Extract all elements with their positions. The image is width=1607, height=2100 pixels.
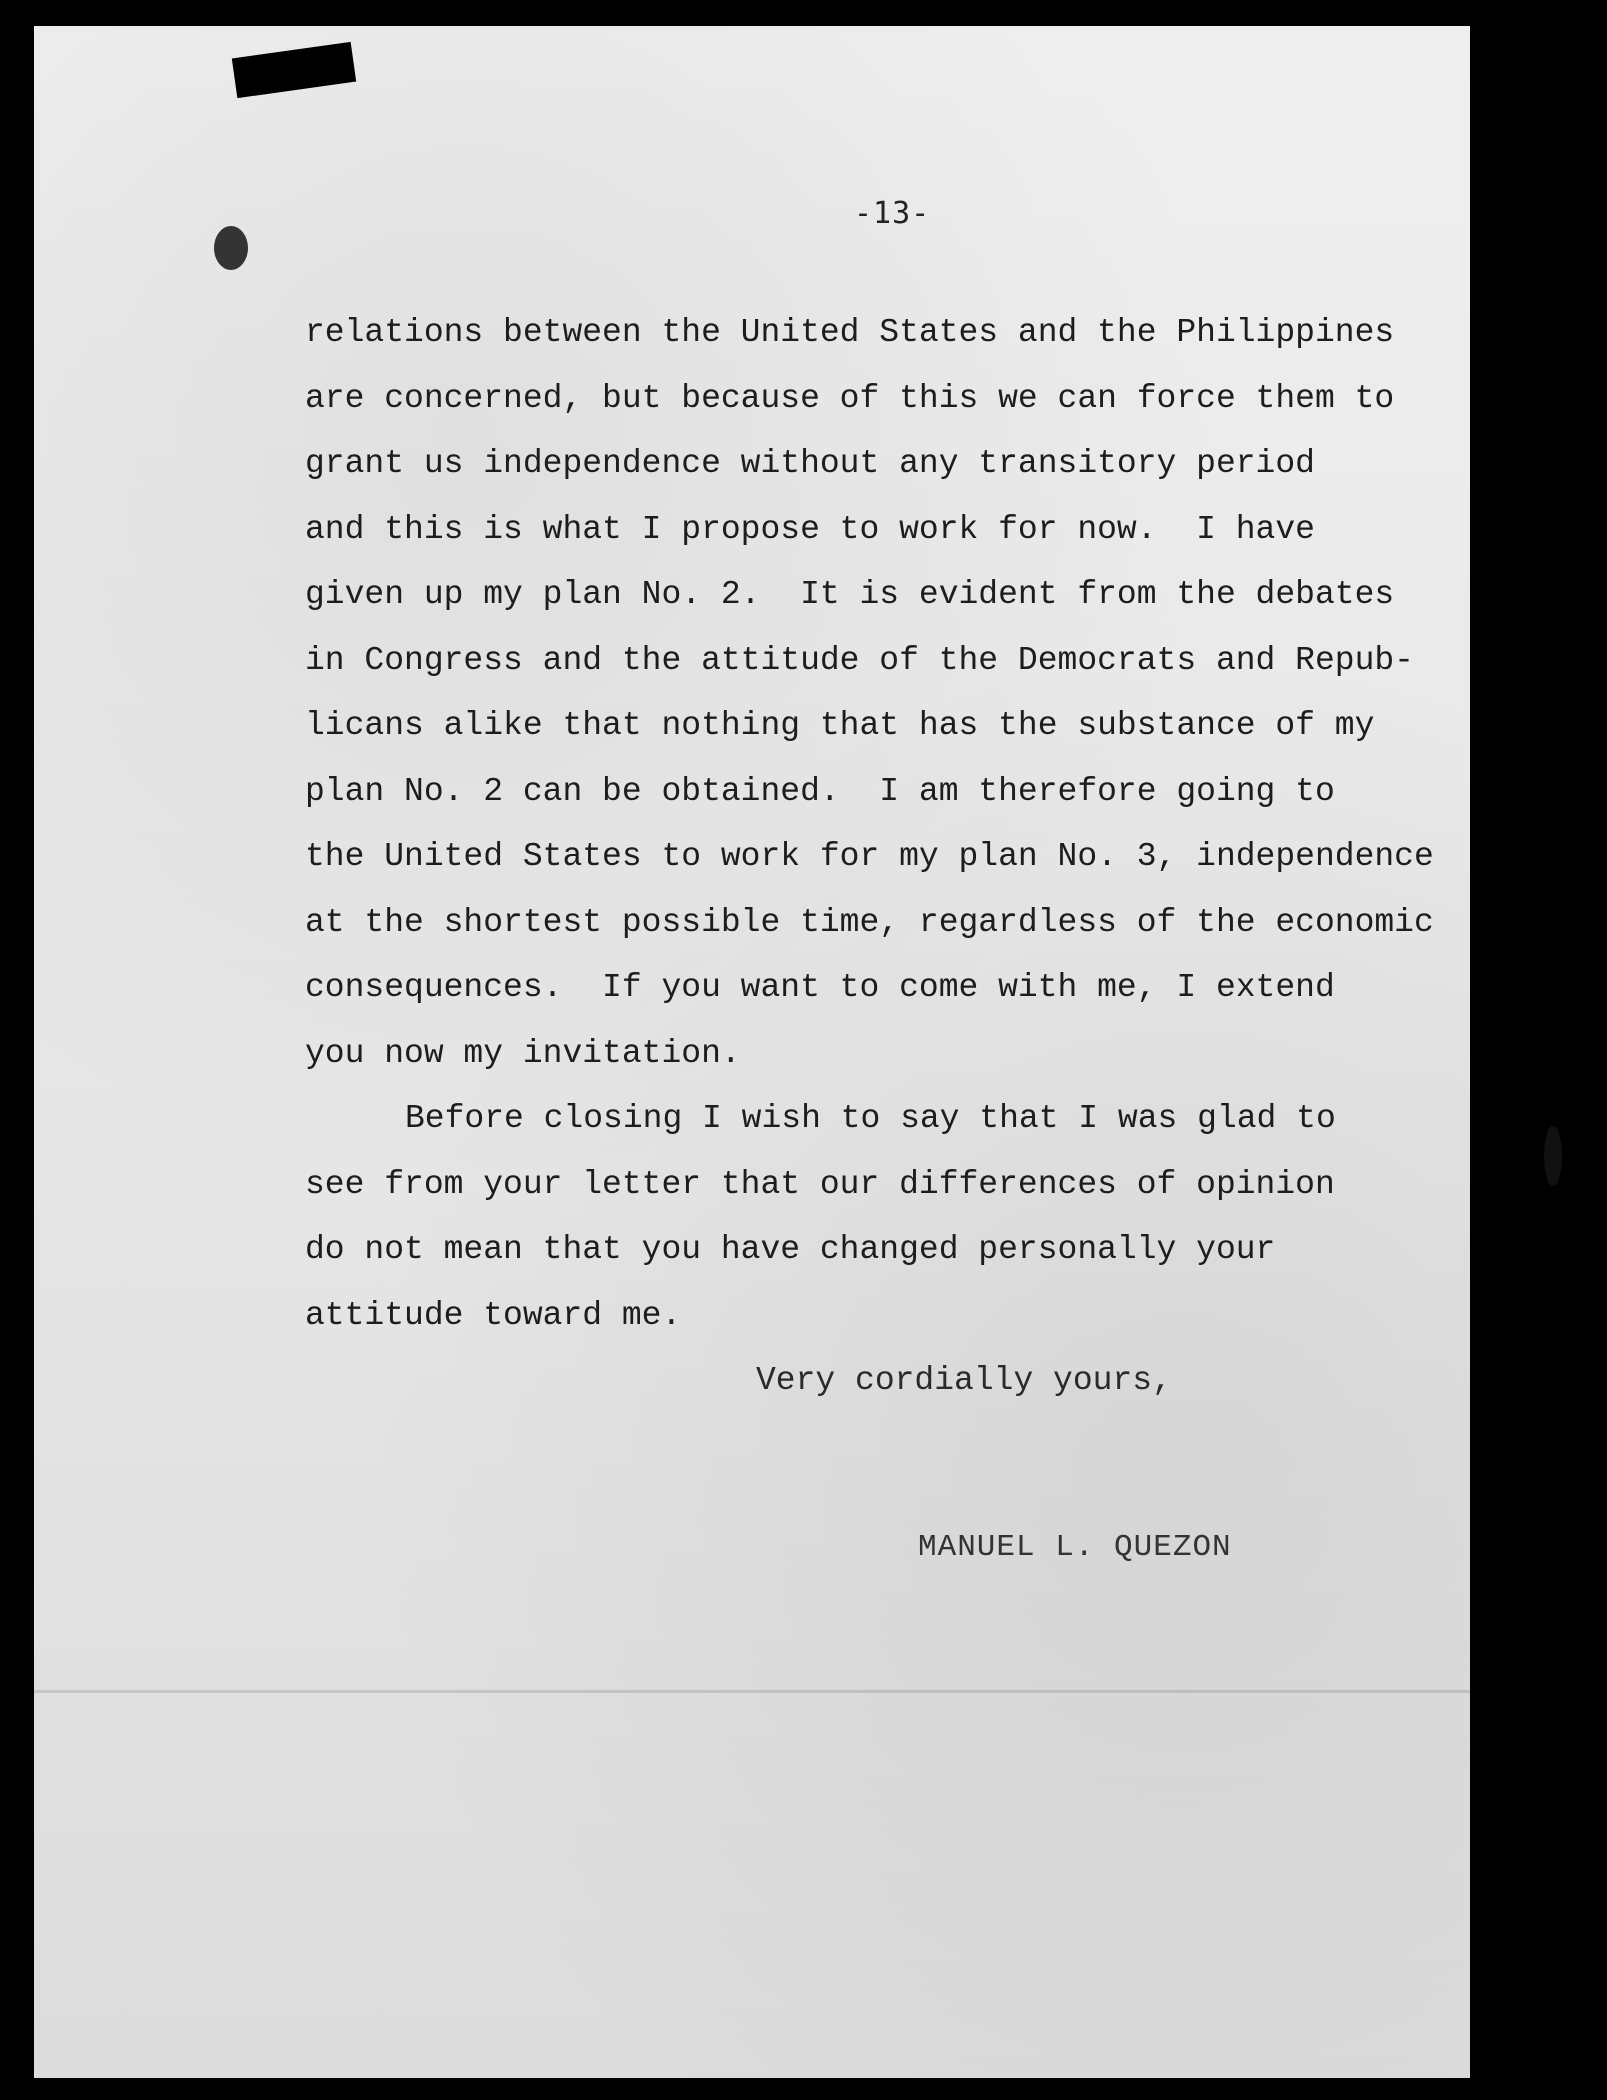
torn-corner: [232, 42, 356, 98]
letter-line: relations between the United States and the Philippines: [305, 314, 1395, 351]
letter-line: given up my plan No. 2. It is evident from the debates: [305, 576, 1395, 613]
letter-line: you now my invitation.: [305, 1034, 741, 1072]
typed-signature: MANUEL L. QUEZON: [918, 1530, 1232, 1565]
letter-body: [305, 300, 1465, 1348]
ink-smudge: [1544, 1126, 1562, 1186]
letter-line: Before closing I wish to say that I was glad to: [405, 1100, 1336, 1137]
letter-line: attitude toward me.: [305, 1296, 682, 1334]
ink-smudge: [214, 226, 248, 270]
letter-line: plan No. 2 can be obtained. I am therefore going to: [305, 772, 1335, 810]
letter-line: licans alike that nothing that has the substance of my: [305, 707, 1375, 744]
letter-line: are concerned, but because of this we can force them to: [305, 379, 1395, 417]
page-number: -13-: [854, 196, 931, 231]
letter-line: do not mean that you have changed personally your: [305, 1231, 1276, 1268]
letter-line: grant us independence without any transitory period: [305, 445, 1315, 482]
letter-line: see from your letter that our differences of opinion: [305, 1165, 1335, 1203]
letter-line: consequences. If you want to come with me, I extend: [305, 969, 1335, 1006]
letter-line: the United States to work for my plan No. 3, independence: [305, 838, 1434, 875]
fold-line: [34, 1690, 1470, 1693]
letter-line: in Congress and the attitude of the Democrats and Repub-: [305, 641, 1414, 679]
closing-salutation: Very cordially yours,: [756, 1362, 1172, 1399]
letter-line: and this is what I propose to work for now. I have: [305, 510, 1315, 548]
letter-line: at the shortest possible time, regardless of the economic: [305, 903, 1434, 941]
